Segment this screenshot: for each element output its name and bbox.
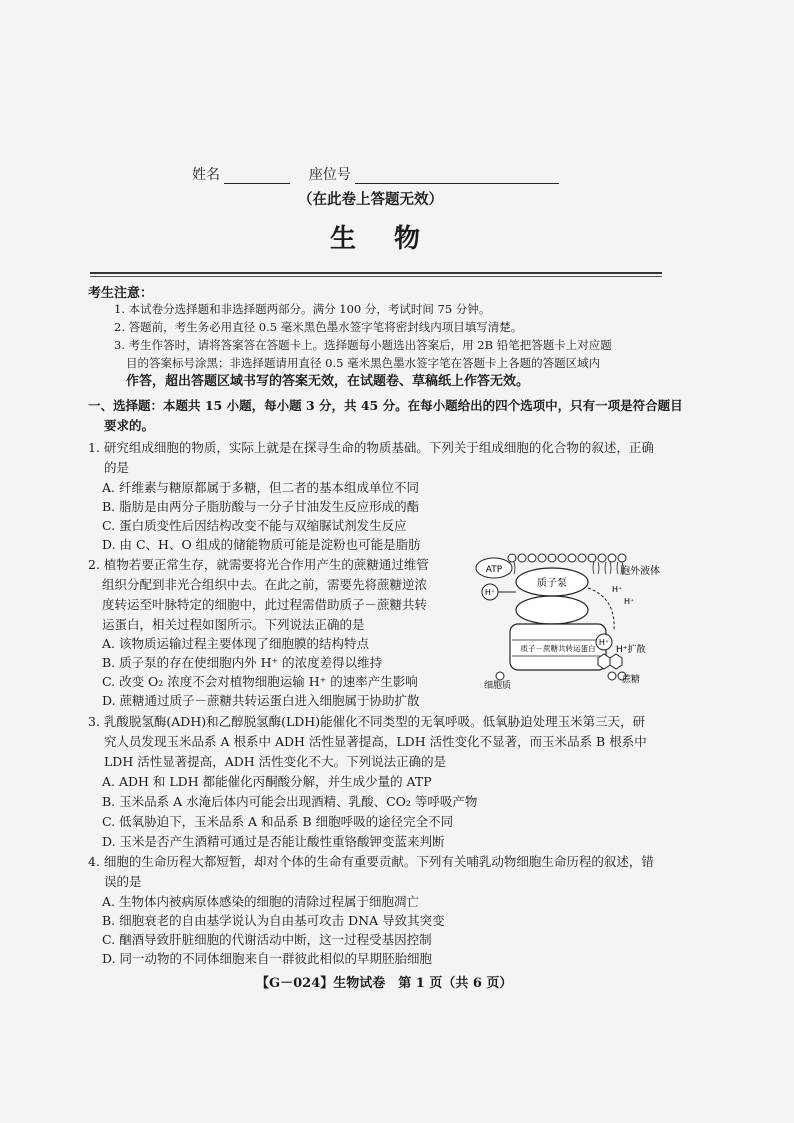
header-divider-thin [90, 276, 662, 277]
outside-label: 胞外液体 [620, 566, 660, 577]
q1-option-b: B. 脂肪是由两分子脂肪酸与一分子甘油发生反应形成的酯 [102, 499, 420, 514]
note-item: 3. 考生作答时，请将答案答在答题卡上。选择题每小题选出答案后，用 2B 铅笔把答题卡上对应题 [114, 338, 612, 352]
proton-sucrose-diagram [466, 548, 666, 696]
q1-option-c: C. 蛋白质变性后因结构改变不能与双缩脲试剂发生反应 [102, 518, 407, 533]
seat-blank [355, 169, 559, 184]
notes-title: 考生注意： [88, 286, 154, 301]
q4-option-b: B. 细胞衰老的自由基学说认为自由基可攻击 DNA 导致其突变 [102, 913, 445, 928]
question-3-stem-cont: 究人员发现玉米品系 A 根系中 ADH 活性显著提高，LDH 活性变化不显著，而玉米品系 B 根系中 [104, 734, 647, 749]
q1-option-d: D. 由 C、H、O 组成的储能物质可能是淀粉也可能是脂肪 [102, 537, 421, 552]
sucrose-icon [598, 654, 610, 669]
name-row [192, 164, 559, 184]
q2-option-c: C. 改变 O₂ 浓度不会对植物细胞运输 H⁺ 的速率产生影响 [102, 674, 418, 689]
subject-title: 生物 [330, 224, 459, 254]
inside-label: 细胞质 [484, 681, 512, 691]
question-4-stem: 4. 细胞的生命历程大都短暂，却对个体的生命有重要贡献。下列有关哺乳动物细胞生命历程的叙述，错 [88, 854, 654, 869]
membrane-top-heads [508, 554, 626, 562]
sucrose-label: 蔗糖 [622, 675, 641, 685]
question-2-stem-cont: 组织分配到非光合组织中去。在此之前，需要先将蔗糖逆浓 [102, 577, 428, 592]
q3-option-b: B. 玉米品系 A 水淹后体内可能会出现酒精、乳酸、CO₂ 等呼吸产物 [102, 794, 478, 809]
q3-option-a: A. ADH 和 LDH 都能催化丙酮酸分解，并生成少量的 ATP [102, 774, 432, 789]
q3-option-c: C. 低氧胁迫下，玉米品系 A 和品系 B 细胞呼吸的途径完全不同 [102, 814, 454, 829]
no-answer-warning: （在此卷上答题无效） [298, 191, 443, 208]
q4-option-c: C. 酗酒导致肝脏细胞的代谢活动中断，这一过程受基因控制 [102, 932, 432, 947]
q4-option-a: A. 生物体内被病原体感染的细胞的清除过程属于细胞凋亡 [102, 894, 419, 909]
proton-pump-label: 质子泵 [537, 578, 567, 589]
outside-h-label: H⁺ [612, 585, 623, 594]
question-1-stem: 1. 研究组成细胞的物质，实际上就是在探寻生命的物质基础。下列关于组成细胞的化合物的叙述，正确 [88, 440, 654, 455]
cotransporter-label: 质子－蔗糖共转运蛋白 [520, 644, 596, 653]
page-footer: 【G－024】生物试卷 第 1 页（共 6 页） [256, 976, 513, 991]
q4-option-d: D. 同一动物的不同体细胞来自一群彼此相似的早期胚胎细胞 [102, 951, 433, 966]
h-ion-label: H⁺ [484, 588, 496, 597]
q1-option-a: A. 纤维素与糖原都属于多糖，但二者的基本组成单位不同 [102, 480, 419, 495]
section-heading: 一、选择题：本题共 15 小题，每小题 3 分，共 45 分。在每小题给出的四个选项中，只有一项是符合题目 [88, 398, 683, 413]
name-label: 姓名 [192, 167, 220, 183]
question-4-stem-cont: 误的是 [104, 874, 142, 889]
outside-h-label: H⁺ [624, 597, 635, 606]
q3-option-d: D. 玉米是否产生酒精可通过是否能让酸性重铬酸钾变蓝来判断 [102, 834, 445, 849]
seat-label: 座位号 [308, 167, 351, 183]
membrane-bottom-heads [496, 672, 626, 680]
h-diffusion-label: H⁺扩散 [616, 645, 646, 655]
question-3-stem: 3. 乳酸脱氢酶(ADH)和乙醇脱氢酶(LDH)能催化不同类型的无氧呼吸。低氧胁迫处理玉米第三天，研 [88, 714, 646, 729]
note-item: 2. 答题前，考生务必用直径 0.5 毫米黑色墨水签字笔将密封线内项目填写清楚。 [114, 320, 523, 334]
atp-label: ATP [485, 565, 503, 575]
header-divider [90, 272, 662, 274]
q2-option-d: D. 蔗糖通过质子－蔗糖共转运蛋白进入细胞属于协助扩散 [102, 693, 420, 708]
sucrose-icon [610, 654, 622, 669]
question-1-stem-cont: 的是 [104, 460, 130, 475]
proton-pump-lower [516, 596, 588, 624]
note-item: 目的答案标号涂黑；非选择题请用直径 0.5 毫米黑色墨水签字笔在答题卡上各题的答题区域内 [126, 356, 601, 370]
question-2-stem-cont: 运蛋白，相关过程如图所示。下列说法正确的是 [102, 617, 365, 632]
note-item: 作答，超出答题区域书写的答案无效，在试题卷、草稿纸上作答无效。 [126, 374, 530, 389]
question-2-stem: 2. 植物若要正常生存，就需要将光合作用产生的蔗糖通过维管 [88, 557, 429, 572]
h-diffusion-ion: H⁺ [598, 638, 610, 647]
section-heading-cont: 要求的。 [104, 418, 155, 433]
q2-option-b: B. 质子泵的存在使细胞内外 H⁺ 的浓度差得以维持 [102, 655, 383, 670]
note-item: 1. 本试卷分选择题和非选择题两部分。满分 100 分，考试时间 75 分钟。 [114, 302, 491, 316]
question-3-stem-cont: LDH 活性显著提高，ADH 活性变化不大。下列说法正确的是 [104, 754, 447, 769]
question-2-stem-cont: 度转运至叶脉特定的细胞中，此过程需借助质子－蔗糖共转 [102, 597, 428, 612]
q2-option-a: A. 该物质运输过程主要体现了细胞膜的结构特点 [102, 636, 369, 651]
name-blank [224, 169, 290, 184]
